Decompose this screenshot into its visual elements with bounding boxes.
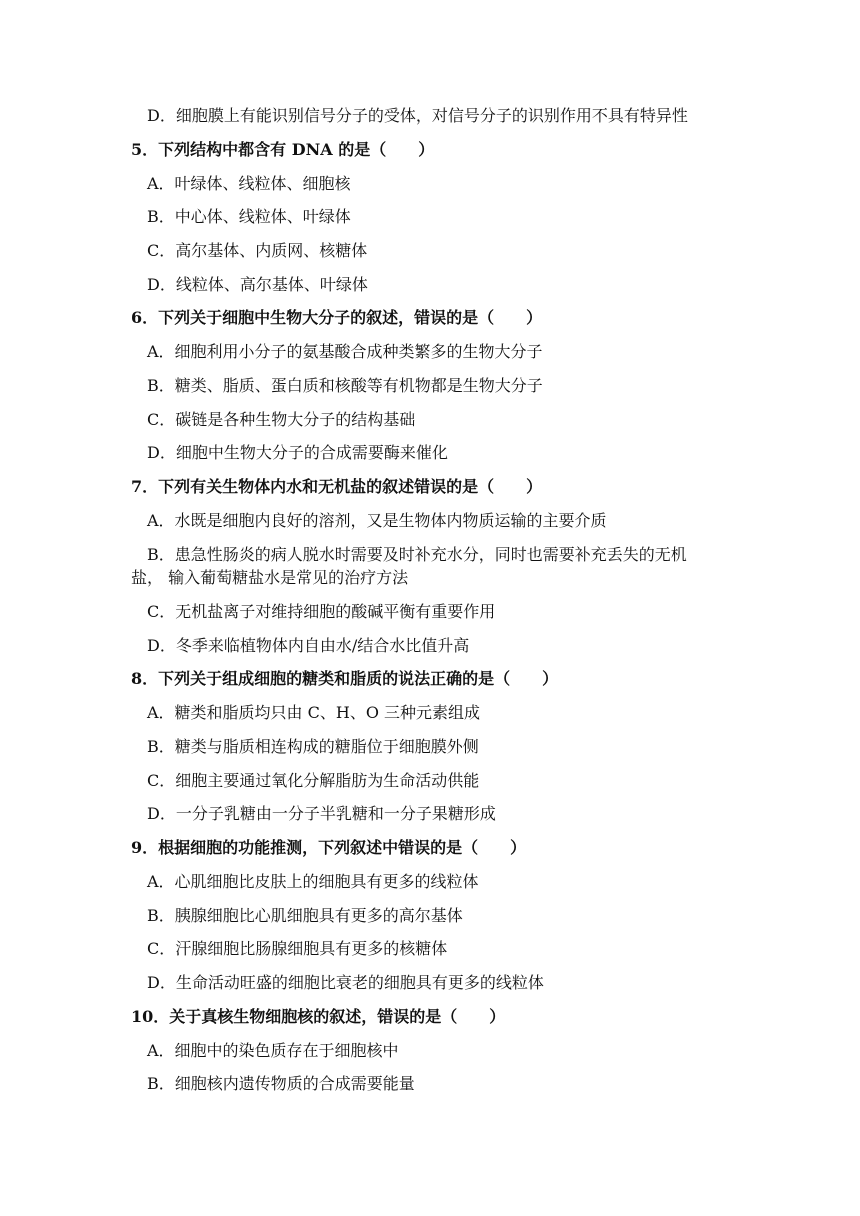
q10-option-b: B．细胞核内遗传物质的合成需要能量 (147, 1074, 415, 1093)
question-8-stem: 8．下列关于组成细胞的糖类和脂质的说法正确的是（ ） (131, 669, 559, 688)
q7-option-d: D．冬季来临植物体内自由水/结合水比值升高 (147, 636, 470, 655)
question-5-stem: 5．下列结构中都含有 DNA 的是（ ） (131, 140, 435, 159)
q6-option-d: D．细胞中生物大分子的合成需要酶来催化 (147, 443, 448, 462)
q10-option-a: A．细胞中的染色质存在于细胞核中 (147, 1041, 399, 1060)
q8-option-d: D．一分子乳糖由一分子半乳糖和一分子果糖形成 (147, 804, 496, 823)
q5-option-b: B．中心体、线粒体、叶绿体 (147, 207, 351, 226)
q9-option-b: B．胰腺细胞比心肌细胞具有更多的高尔基体 (147, 906, 463, 925)
q7-option-b-continued: 盐， 输入葡萄糖盐水是常见的治疗方法 (131, 568, 409, 587)
q9-option-a: A．心肌细胞比皮肤上的细胞具有更多的线粒体 (147, 872, 479, 891)
q5-option-d: D．线粒体、高尔基体、叶绿体 (147, 275, 368, 294)
q6-option-a: A．细胞利用小分子的氨基酸合成种类繁多的生物大分子 (147, 342, 543, 361)
q6-option-c: C．碳链是各种生物大分子的结构基础 (147, 410, 416, 429)
q4-option-d: D．细胞膜上有能识别信号分子的受体，对信号分子的识别作用不具有特异性 (147, 106, 688, 125)
q7-option-b: B．患急性肠炎的病人脱水时需要及时补充水分，同时也需要补充丢失的无机 (147, 545, 687, 564)
q5-option-c: C．高尔基体、内质网、核糖体 (147, 241, 368, 260)
q8-option-c: C．细胞主要通过氧化分解脂肪为生命活动供能 (147, 771, 480, 790)
q7-option-c: C．无机盐离子对维持细胞的酸碱平衡有重要作用 (147, 602, 496, 621)
q9-option-d: D．生命活动旺盛的细胞比衰老的细胞具有更多的线粒体 (147, 973, 544, 992)
q8-option-b: B．糖类与脂质相连构成的糖脂位于细胞膜外侧 (147, 737, 479, 756)
q7-option-a: A．水既是细胞内良好的溶剂，又是生物体内物质运输的主要介质 (147, 511, 607, 530)
q9-option-c: C．汗腺细胞比肠腺细胞具有更多的核糖体 (147, 939, 448, 958)
q6-option-b: B．糖类、脂质、蛋白质和核酸等有机物都是生物大分子 (147, 376, 543, 395)
question-6-stem: 6．下列关于细胞中生物大分子的叙述，错误的是（ ） (131, 308, 543, 327)
question-10-stem: 10．关于真核生物细胞核的叙述，错误的是（ ） (131, 1007, 506, 1026)
q8-option-a: A．糖类和脂质均只由 C、H、O 三种元素组成 (147, 703, 481, 722)
question-7-stem: 7．下列有关生物体内水和无机盐的叙述错误的是（ ） (131, 477, 543, 496)
q5-option-a: A．叶绿体、线粒体、细胞核 (147, 174, 351, 193)
question-9-stem: 9．根据细胞的功能推测，下列叙述中错误的是（ ） (131, 838, 527, 857)
